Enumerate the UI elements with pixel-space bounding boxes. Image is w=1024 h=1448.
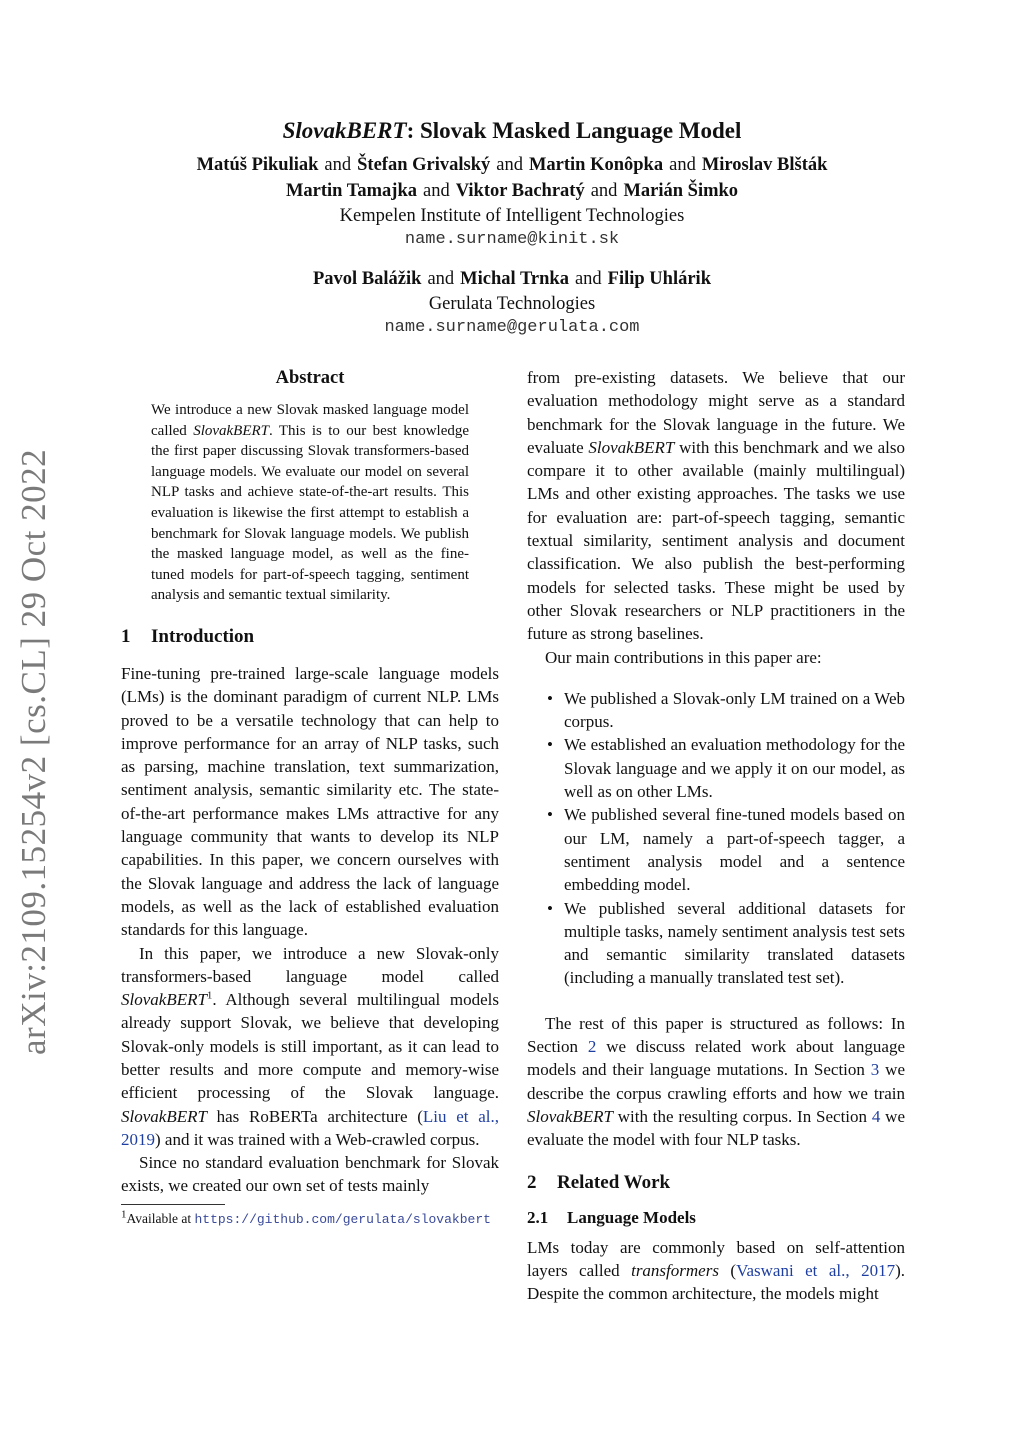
title-rest: : Slovak Masked Language Model bbox=[406, 118, 742, 143]
abstract-text: We introduce a new Slovak masked language model called SlovakBERT. This is to our best knowledge the first paper discussing Slovak transformers-based language models. We evaluate our model on several NLP tasks and achieve state-of-the-art results. This evaluation is likewise the first attempt to establish a benchmark for Slovak language models. We publish the masked language model, as well as the fine-tuned models for part-of-speech tagging, sentiment analysis and semantic textual similarity. bbox=[151, 402, 470, 604]
affiliation-1: Kempelen Institute of Intelligent Technologies bbox=[339, 206, 685, 226]
paper-title bbox=[0, 116, 1024, 146]
author: Marián Šimko bbox=[623, 181, 739, 201]
list-item: • We published a Slovak-only LM trained on a Web corpus. bbox=[547, 688, 905, 732]
abstract-heading: Abstract bbox=[275, 368, 345, 388]
author-sep: and bbox=[574, 269, 602, 289]
abstract bbox=[121, 366, 499, 606]
list-item: • We published several fine-tuned models based on our LM, namely a part-of-speech tagger, a sentiment analysis model and a sentence embedding model. bbox=[547, 805, 905, 895]
author-sep: and bbox=[590, 181, 618, 201]
intro-paragraph-1: Fine-tuning pre-trained large-scale language models (LMs) is the dominant paradigm of current NLP. LMs proved to be a versatile technology that can help to improve performance for an array of NLP tasks, such as parsing, machine translation, text summarization, sentiment analysis, semantic similarity etc. The state-of-the-art performance makes LMs attractive for any language community that wants to develop its NLP capabilities. In this paper, we concern ourselves with the Slovak language and address the lack of language models, as well as the lack of established evaluation standards for this language. bbox=[121, 663, 499, 940]
author: Filip Uhlárik bbox=[607, 269, 711, 289]
section-heading-introduction: 1 Introduction bbox=[121, 625, 255, 647]
title-model-name: SlovakBERT bbox=[282, 118, 407, 143]
author: Michal Trnka bbox=[460, 269, 569, 289]
authors-line-1 bbox=[0, 152, 1024, 178]
footnote: $^1$Available at https://github.com/gerulata/slovakbert bbox=[121, 1208, 491, 1227]
structure-paragraph: The rest of this paper is structured as follows: In Section 2 we discuss related work about language models and their language mutations. In Section 3 we describe the corpus crawling efforts and how we train SlovakBERT with the resulting corpus. In Section 4 we evaluate the model with four NLP tasks. bbox=[527, 1013, 905, 1150]
author-sep: and bbox=[423, 181, 450, 201]
author: Martin Konôpka bbox=[528, 155, 664, 175]
author: Martin Tamajka bbox=[285, 181, 418, 201]
list-item: • We published several additional datasets for multiple tasks, namely sentiment analysis test sets and semantic similarity translated datasets (including a manually translated test set). bbox=[547, 898, 905, 988]
language-models-paragraph: LMs today are commonly based on self-attention layers called transformers (Vaswani et al., 2017). Despite the common architecture, the models might bbox=[527, 1237, 905, 1304]
author-sep: and bbox=[669, 155, 696, 175]
footnote-marker[interactable]: 1 bbox=[206, 989, 213, 1002]
author-sep: and bbox=[427, 269, 455, 289]
author: Matúš Pikuliak bbox=[196, 155, 319, 175]
section-3-link[interactable]: 3 bbox=[870, 1060, 880, 1080]
affiliation-2: Gerulata Technologies bbox=[428, 294, 596, 314]
subsection-heading-language-models: 2.1 Language Models bbox=[527, 1207, 696, 1227]
author-sep: and bbox=[496, 155, 523, 175]
contributions-list bbox=[527, 687, 905, 990]
author: Viktor Bachratý bbox=[455, 181, 585, 201]
citation-liu-2019[interactable]: Liu et al., 2019 bbox=[121, 1106, 499, 1149]
author-sep: and bbox=[324, 155, 352, 175]
authors-line-2 bbox=[0, 178, 1024, 204]
footnote-github-link[interactable]: https://github.com/gerulata/slovakbert bbox=[194, 1211, 491, 1227]
author: Miroslav Blšták bbox=[701, 155, 828, 175]
footnote-rule bbox=[121, 1204, 225, 1205]
left-column bbox=[121, 366, 499, 1229]
section-4-link[interactable]: 4 bbox=[871, 1106, 881, 1126]
author: Štefan Grivalský bbox=[357, 155, 491, 175]
author: Pavol Balážik bbox=[313, 269, 422, 289]
section-2-link[interactable]: 2 bbox=[587, 1037, 597, 1057]
section-heading-related-work: 2 Related Work bbox=[527, 1171, 671, 1193]
intro-paragraph-2: In this paper, we introduce a new Slovak-only transformers-based language model called SlovakBERT$^1$. Although several multilingual models already support Slovak, we believe that developing Slovak-only models is still important, as it can lead to better results and more compute and memory-wise efficient processing of the Slovak language. SlovakBERT has RoBERTa architecture (Liu et al., 2019) and it was trained with a Web-crawled corpus. bbox=[121, 943, 499, 1149]
paper-header bbox=[0, 116, 1024, 340]
citation-vaswani-2017[interactable]: Vaswani et al., 2017 bbox=[736, 1260, 896, 1280]
arxiv-side-stamp: arXiv:2109.15254v2 [cs.CL] 29 Oct 2022 bbox=[14, 448, 53, 1055]
right-column bbox=[527, 366, 905, 1305]
intro-paragraph-3: Since no standard evaluation benchmark for Slovak exists, we created our own set of tests mainly bbox=[121, 1153, 499, 1196]
affiliation-1-email: name.surname@kinit.sk bbox=[404, 230, 620, 249]
list-item: • We established an evaluation methodology for the Slovak language and we apply it on our model, as well as on other LMs. bbox=[547, 735, 905, 802]
intro-continued-paragraph: from pre-existing datasets. We believe that our evaluation methodology might serve as a standard benchmark for the Slovak language in the future. We evaluate SlovakBERT with this benchmark and we also compare it to other available (mainly multilingual) LMs and other existing approaches. The tasks we use for evaluation are: part-of-speech tagging, semantic textual similarity, sentiment analysis and document classification. We also publish the best-performing models for selected tasks. These might be used by other Slovak researchers or NLP practitioners in the future as strong baselines. bbox=[527, 368, 905, 644]
authors-line-3 bbox=[0, 266, 1024, 292]
contributions-intro: Our main contributions in this paper are: bbox=[545, 647, 822, 667]
affiliation-2-email: name.surname@gerulata.com bbox=[384, 318, 640, 337]
